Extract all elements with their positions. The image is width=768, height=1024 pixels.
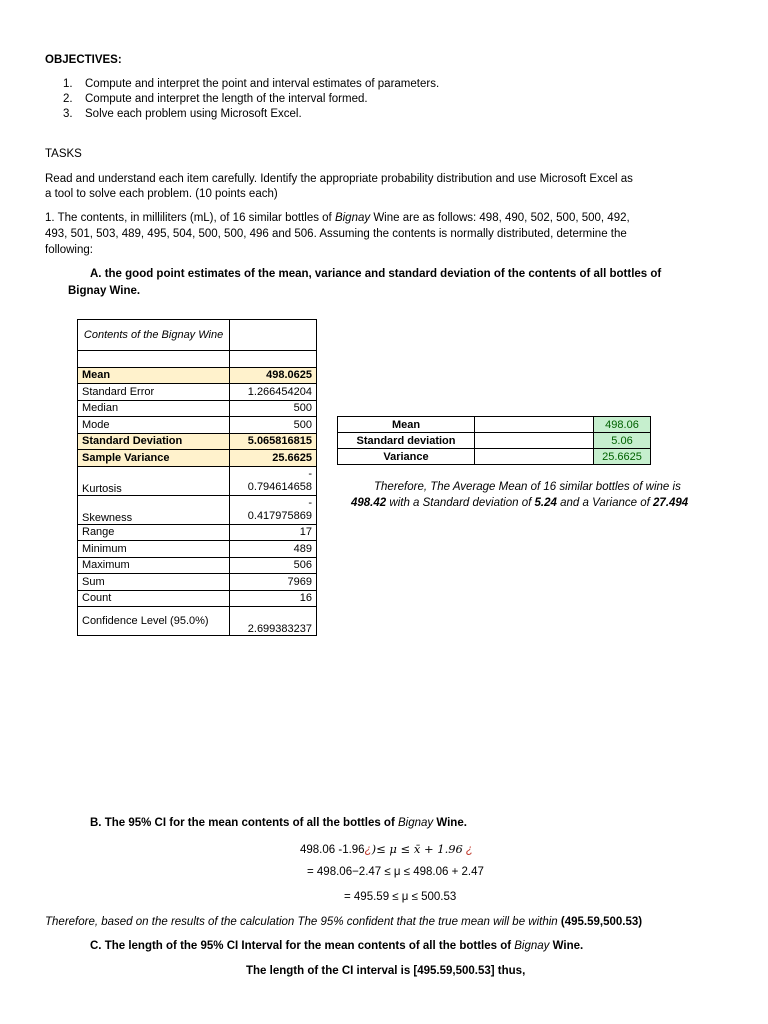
partA-line2: Bignay Wine. (68, 285, 141, 297)
stats-value-cell (230, 495, 317, 524)
stats-value: 2.699383237 (230, 607, 317, 636)
objective-item (45, 93, 745, 108)
summary-label: Variance (338, 449, 475, 465)
table-row (78, 557, 317, 574)
summary-blank (475, 449, 594, 465)
table-row (78, 607, 317, 636)
objectives-list (45, 78, 745, 123)
table-row (78, 384, 317, 401)
tasks-intro-line2: a tool to solve each problem. (10 points each) (45, 188, 278, 200)
table-row (78, 524, 317, 541)
objective-number: 3. (63, 108, 73, 120)
summary-blank (475, 433, 594, 449)
objective-text: Compute and interpret the point and interval estimates of parameters. (85, 78, 440, 90)
problem1-line2: 493, 501, 503, 489, 495, 504, 500, 500, 496 and 506. Assuming the contents is normally distributed, determine the (45, 228, 627, 240)
stats-value: 500 (230, 400, 317, 417)
stats-label: Standard Error (78, 384, 230, 401)
stats-value: 7969 (230, 574, 317, 591)
stats-label: Minimum (78, 541, 230, 558)
objective-item (45, 78, 745, 93)
stats-blank-row (230, 351, 317, 368)
conclusion-a-line1: Therefore, The Average Mean of 16 similar bottles of wine is (374, 481, 681, 493)
table-row (78, 574, 317, 591)
summary-value: 25.6625 (594, 449, 651, 465)
stats-table-header: Contents of the Bignay Wine (78, 320, 230, 351)
stats-value: 1.266454204 (230, 384, 317, 401)
stats-value: 17 (230, 524, 317, 541)
descriptive-stats-table (77, 319, 317, 636)
partB-heading: B. The 95% CI for the mean contents of all the bottles of Bignay Wine. (90, 817, 467, 829)
objective-text: Compute and interpret the length of the interval formed. (85, 93, 368, 105)
table-row (78, 466, 317, 495)
conclusion-a-line2: 498.42 with a Standard deviation of 5.24 and a Variance of 27.494 (351, 497, 689, 509)
stats-blank-row (78, 351, 230, 368)
summary-label: Standard deviation (338, 433, 475, 449)
stats-value-cell (230, 466, 317, 495)
stats-label: Sum (78, 574, 230, 591)
table-row (338, 433, 651, 449)
stats-value: 25.6625 (230, 450, 317, 467)
partC-line: The length of the CI interval is [495.59,500.53] thus, (246, 965, 526, 977)
stats-label: Standard Deviation (78, 433, 230, 450)
summary-blank (475, 417, 594, 433)
stats-label: Range (78, 524, 230, 541)
stats-header-blank (230, 320, 317, 351)
partB-equation3: = 495.59 ≤ μ ≤ 500.53 (344, 891, 457, 903)
stats-label: Sample Variance (78, 450, 230, 467)
stats-value: 0.417975869 (247, 509, 312, 522)
stats-value: 506 (230, 557, 317, 574)
table-row (338, 449, 651, 465)
summary-table (337, 416, 651, 465)
stats-value: 500 (230, 417, 317, 434)
summary-value: 498.06 (594, 417, 651, 433)
stats-label: Confidence Level (95.0%) (78, 607, 230, 636)
table-row (78, 495, 317, 524)
table-row (78, 367, 317, 384)
partC-heading: C. The length of the 95% CI Interval for the mean contents of all the bottles of Bignay Wine. (90, 940, 584, 952)
table-row (78, 541, 317, 558)
stats-label: Skewness (78, 495, 230, 524)
problem1-line1: 1. The contents, in milliliters (mL), of 16 similar bottles of Bignay Wine are as follows: 498, 490, 502, 500, 500, 492, (45, 212, 630, 224)
stats-value: 498.0625 (230, 367, 317, 384)
table-row (78, 433, 317, 450)
summary-value: 5.06 (594, 433, 651, 449)
stats-value-prefix: - (308, 496, 312, 509)
objectives-heading: OBJECTIVES: (45, 54, 122, 66)
stats-label: Mean (78, 367, 230, 384)
partB-equation1: 498.06 -1.96¿)≤ μ ≤ x̄ + 1.96 ¿ (300, 842, 473, 856)
partB-conclusion: Therefore, based on the results of the calculation The 95% confident that the true mean will be within (495.59,500.53) (45, 916, 643, 928)
partA-line1: A. the good point estimates of the mean, variance and standard deviation of the contents of all bottles of (90, 268, 662, 280)
objective-number: 1. (63, 78, 73, 90)
stats-label: Median (78, 400, 230, 417)
stats-label: Kurtosis (78, 466, 230, 495)
objective-item (45, 108, 745, 123)
stats-label: Maximum (78, 557, 230, 574)
summary-label: Mean (338, 417, 475, 433)
tasks-intro-line1: Read and understand each item carefully. Identify the appropriate probability distribution and use Microsoft Excel as (45, 173, 633, 185)
partB-equation2: = 498.06−2.47 ≤ μ ≤ 498.06 + 2.47 (307, 866, 484, 878)
stats-value: 5.065816815 (230, 433, 317, 450)
tasks-heading: TASKS (45, 148, 82, 160)
table-row (78, 450, 317, 467)
table-row (78, 417, 317, 434)
stats-value: 489 (230, 541, 317, 558)
stats-value: 16 (230, 590, 317, 607)
objective-number: 2. (63, 93, 73, 105)
problem1-line3: following: (45, 244, 93, 256)
table-row (78, 590, 317, 607)
objective-text: Solve each problem using Microsoft Excel. (85, 108, 302, 120)
stats-value-prefix: - (308, 467, 312, 480)
table-row (338, 417, 651, 433)
stats-value: 0.794614658 (247, 480, 312, 493)
table-row (78, 400, 317, 417)
stats-label: Count (78, 590, 230, 607)
stats-label: Mode (78, 417, 230, 434)
